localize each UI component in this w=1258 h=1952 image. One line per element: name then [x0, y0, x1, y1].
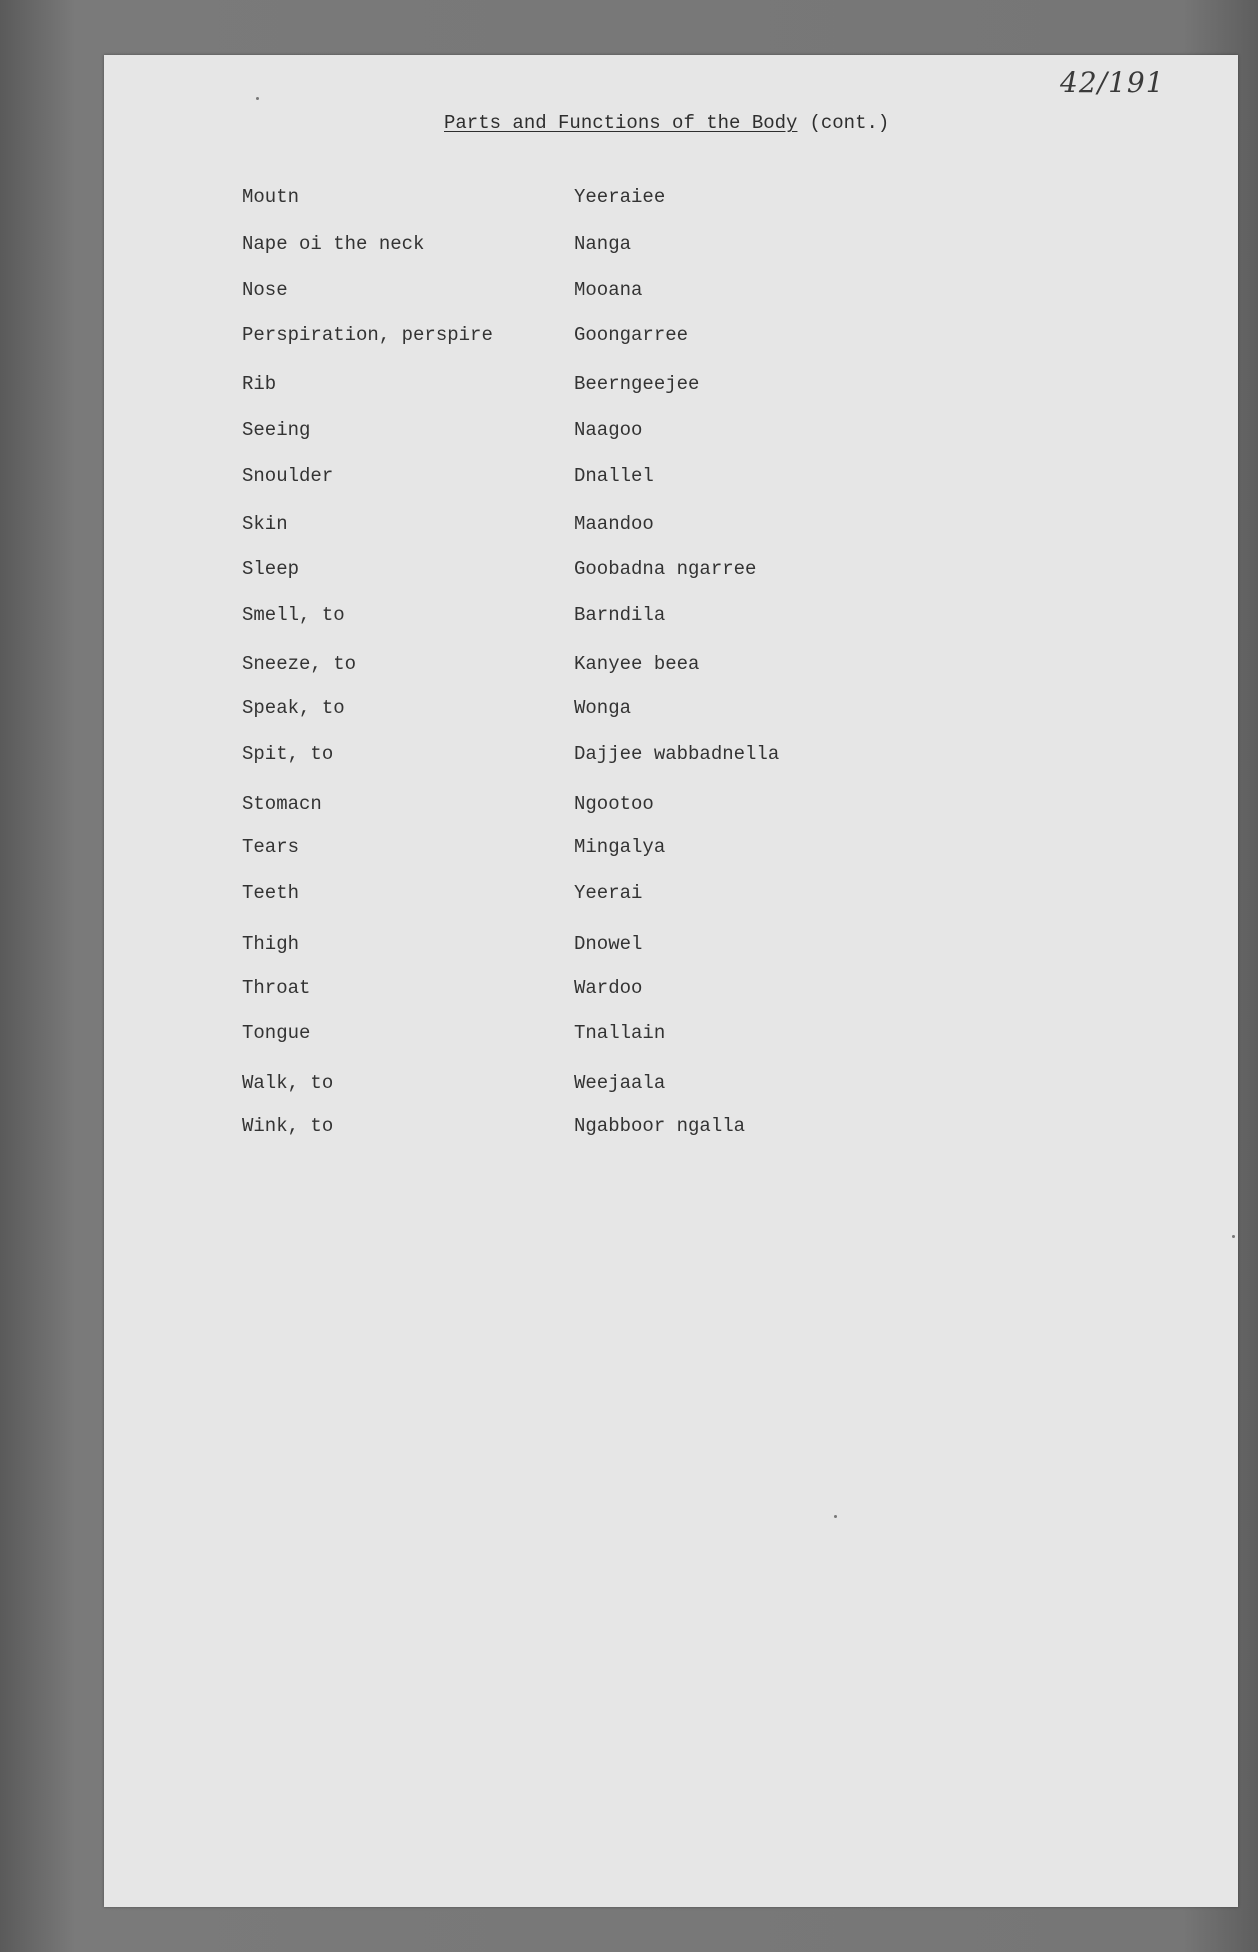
- title-main: Parts and Functions of the Body: [444, 112, 798, 134]
- translation: Beerngeejee: [574, 373, 700, 395]
- english-term: Wink, to: [242, 1115, 334, 1137]
- list-item: [0, 739, 1258, 769]
- list-item: [0, 878, 1258, 908]
- english-term: Tears: [242, 836, 300, 858]
- title-suffix: (cont.): [809, 112, 890, 134]
- translation: Wardoo: [574, 977, 643, 999]
- english-term: Rib: [242, 373, 277, 395]
- english-term: Moutn: [242, 186, 300, 208]
- translation: Yeeraiee: [574, 186, 666, 208]
- translation: Naagoo: [574, 419, 643, 441]
- translation: Weejaala: [574, 1072, 666, 1094]
- english-term: Walk, to: [242, 1072, 334, 1094]
- list-item: [0, 509, 1258, 539]
- translation: Ngabboor ngalla: [574, 1115, 746, 1137]
- list-item: [0, 554, 1258, 584]
- translation: Dnallel: [574, 465, 654, 487]
- english-term: Seeing: [242, 419, 311, 441]
- page-number: 42/191: [1060, 66, 1165, 99]
- translation: Dajjee wabbadnella: [574, 743, 780, 765]
- list-item: [0, 693, 1258, 723]
- translation: Mooana: [574, 279, 643, 301]
- list-item: [0, 1068, 1258, 1098]
- english-term: Spit, to: [242, 743, 334, 765]
- translation: Goongarree: [574, 324, 689, 346]
- list-item: [0, 1111, 1258, 1141]
- english-term: Thigh: [242, 933, 300, 955]
- english-term: Nose: [242, 279, 288, 301]
- list-item: [0, 600, 1258, 630]
- list-item: [0, 182, 1258, 212]
- english-term: Speak, to: [242, 697, 345, 719]
- translation: Wonga: [574, 697, 632, 719]
- list-item: [0, 1018, 1258, 1048]
- translation: Ngootoo: [574, 793, 654, 815]
- english-term: Teeth: [242, 882, 300, 904]
- english-term: Stomacn: [242, 793, 322, 815]
- list-item: [0, 369, 1258, 399]
- translation: Kanyee beea: [574, 653, 700, 675]
- english-term: Sleep: [242, 558, 300, 580]
- translation: Tnallain: [574, 1022, 666, 1044]
- english-term: Snoulder: [242, 465, 334, 487]
- list-item: [0, 320, 1258, 350]
- list-item: [0, 275, 1258, 305]
- translation: Mingalya: [574, 836, 666, 858]
- list-item: [0, 832, 1258, 862]
- list-item: [0, 229, 1258, 259]
- english-term: Tongue: [242, 1022, 311, 1044]
- english-term: Skin: [242, 513, 288, 535]
- translation: Dnowel: [574, 933, 643, 955]
- english-term: Throat: [242, 977, 311, 999]
- translation: Nanga: [574, 233, 632, 255]
- english-term: Perspiration, perspire: [242, 324, 493, 346]
- translation: Yeerai: [574, 882, 643, 904]
- translation: Goobadna ngarree: [574, 558, 757, 580]
- english-term: Smell, to: [242, 604, 345, 626]
- list-item: [0, 649, 1258, 679]
- list-item: [0, 415, 1258, 445]
- list-item: [0, 461, 1258, 491]
- list-item: [0, 973, 1258, 1003]
- list-item: [0, 929, 1258, 959]
- english-term: Nape oi the neck: [242, 233, 425, 255]
- english-term: Sneeze, to: [242, 653, 357, 675]
- translation: Barndila: [574, 604, 666, 626]
- list-item: [0, 789, 1258, 819]
- translation: Maandoo: [574, 513, 654, 535]
